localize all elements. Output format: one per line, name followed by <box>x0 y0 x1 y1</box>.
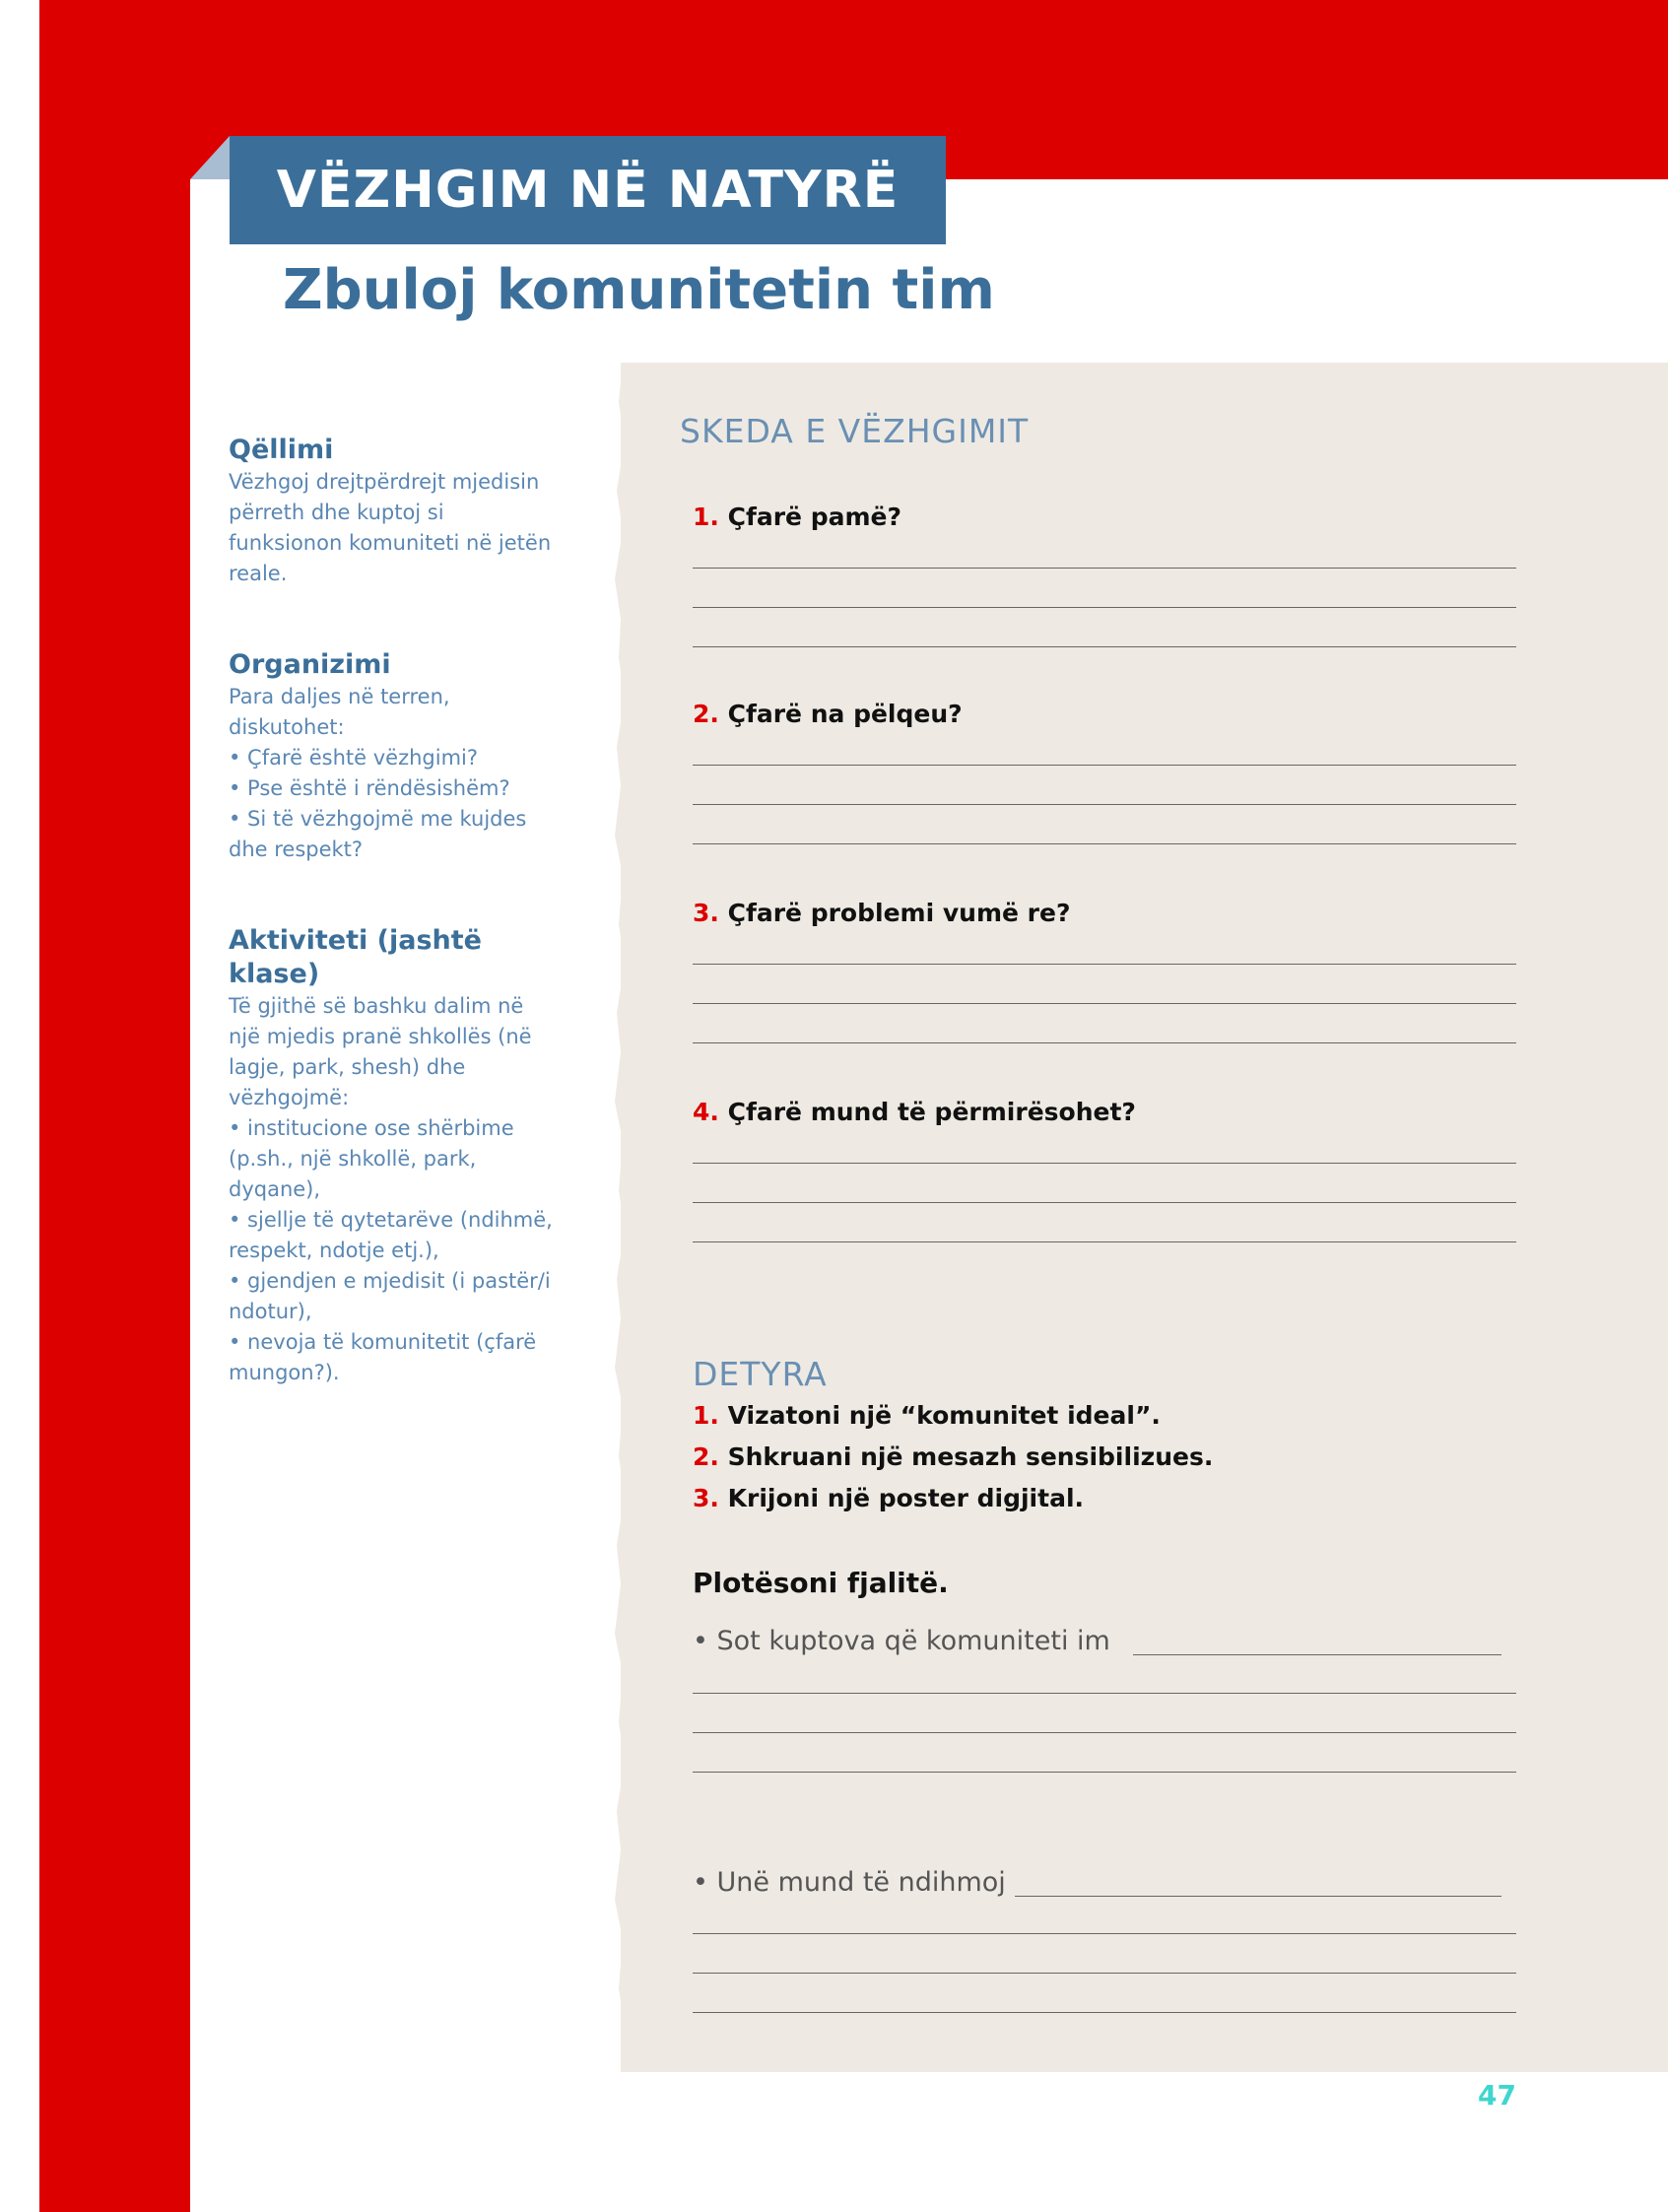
answer-line[interactable] <box>693 843 1516 844</box>
answer-line[interactable] <box>693 1772 1516 1773</box>
answer-line[interactable] <box>693 1163 1516 1164</box>
question-3 <box>693 899 1070 927</box>
torn-edge-decoration <box>609 363 633 2072</box>
answer-line[interactable] <box>693 1973 1516 1974</box>
task-item <box>693 1484 1084 1512</box>
goal-heading: Qëllimi <box>229 435 334 465</box>
answer-line[interactable] <box>693 1693 1516 1694</box>
sidebar <box>229 434 554 1447</box>
task-number: 3. <box>693 1484 719 1512</box>
page-title: VËZHGIM NË NATYRË <box>276 161 900 220</box>
tasks-heading: DETYRA <box>693 1355 828 1393</box>
sheet-heading: SKEDA E VËZHGIMIT <box>680 412 1030 450</box>
question-text: Çfarë na pëlqeu? <box>727 700 963 728</box>
question-text: Çfarë mund të përmirësohet? <box>727 1098 1136 1126</box>
answer-line[interactable] <box>693 646 1516 647</box>
answer-line[interactable] <box>693 964 1516 965</box>
answer-line[interactable] <box>693 1042 1516 1043</box>
answer-line[interactable] <box>693 1241 1516 1242</box>
answer-line[interactable] <box>693 1933 1516 1934</box>
page-subtitle: Zbuloj komunitetin tim <box>283 258 995 322</box>
question-2 <box>693 700 963 728</box>
organization-heading: Organizimi <box>229 649 391 680</box>
answer-line[interactable] <box>693 2012 1516 2013</box>
task-item <box>693 1401 1161 1430</box>
organization-item: • Pse është i rëndësishëm? <box>229 776 510 800</box>
question-1 <box>693 503 901 531</box>
question-text: Çfarë pamë? <box>727 503 901 531</box>
goal-text: Vëzhgoj drejtpërdrejt mjedisin përreth dhe kuptoj si funksionon komuniteti në jetën reale. <box>229 470 552 585</box>
question-number: 3. <box>693 899 719 927</box>
activity-item: • nevoja të komunitetit (çfarë mungon?). <box>229 1330 537 1384</box>
activity-heading: Aktiviteti (jashtë klase) <box>229 925 482 989</box>
activity-item: • sjellje të qytetarëve (ndihmë, respekt, ndotje etj.), <box>229 1208 553 1262</box>
page-number: 47 <box>1478 2079 1516 2111</box>
answer-line[interactable] <box>1015 1896 1501 1897</box>
task-number: 2. <box>693 1442 719 1471</box>
answer-line[interactable] <box>1133 1654 1501 1655</box>
question-number: 2. <box>693 700 719 728</box>
worksheet-panel <box>621 363 1668 2072</box>
answer-line[interactable] <box>693 1003 1516 1004</box>
task-text: Vizatoni një “komunitet ideal”. <box>727 1401 1161 1430</box>
organization-intro: Para daljes në terren, diskutohet: <box>229 685 450 739</box>
task-text: Krijoni një poster digjital. <box>727 1484 1085 1512</box>
question-number: 1. <box>693 503 719 531</box>
task-number: 1. <box>693 1401 719 1430</box>
answer-line[interactable] <box>693 607 1516 608</box>
sentence-prompt: • Unë mund të ndihmoj <box>693 1867 1006 1898</box>
title-banner <box>230 136 946 244</box>
activity-section <box>229 924 554 1388</box>
complete-heading: Plotësoni fjalitë. <box>693 1567 949 1599</box>
answer-line[interactable] <box>693 1202 1516 1203</box>
answer-line[interactable] <box>693 1732 1516 1733</box>
task-item <box>693 1442 1213 1471</box>
question-4 <box>693 1098 1136 1126</box>
activity-item: • gjendjen e mjedisit (i pastër/i ndotur), <box>229 1269 551 1323</box>
answer-line[interactable] <box>693 568 1516 569</box>
red-margin-left <box>39 0 190 2212</box>
organization-item: • Çfarë është vëzhgimi? <box>229 746 479 770</box>
goal-section <box>229 434 554 589</box>
task-text: Shkruani një mesazh sensibilizues. <box>727 1442 1214 1471</box>
question-text: Çfarë problemi vumë re? <box>727 899 1071 927</box>
sentence-prompt: • Sot kuptova që komuniteti im <box>693 1626 1110 1656</box>
answer-line[interactable] <box>693 765 1516 766</box>
answer-line[interactable] <box>693 804 1516 805</box>
question-number: 4. <box>693 1098 719 1126</box>
title-fold-decoration <box>190 136 230 179</box>
activity-intro: Të gjithë së bashku dalim në një mjedis pranë shkollës (në lagje, park, shesh) dhe vëzhgojmë: <box>229 994 532 1109</box>
organization-item: • Si të vëzhgojmë me kujdes dhe respekt? <box>229 807 527 861</box>
activity-item: • institucione ose shërbime (p.sh., një shkollë, park, dyqane), <box>229 1116 514 1201</box>
organization-section <box>229 648 554 865</box>
